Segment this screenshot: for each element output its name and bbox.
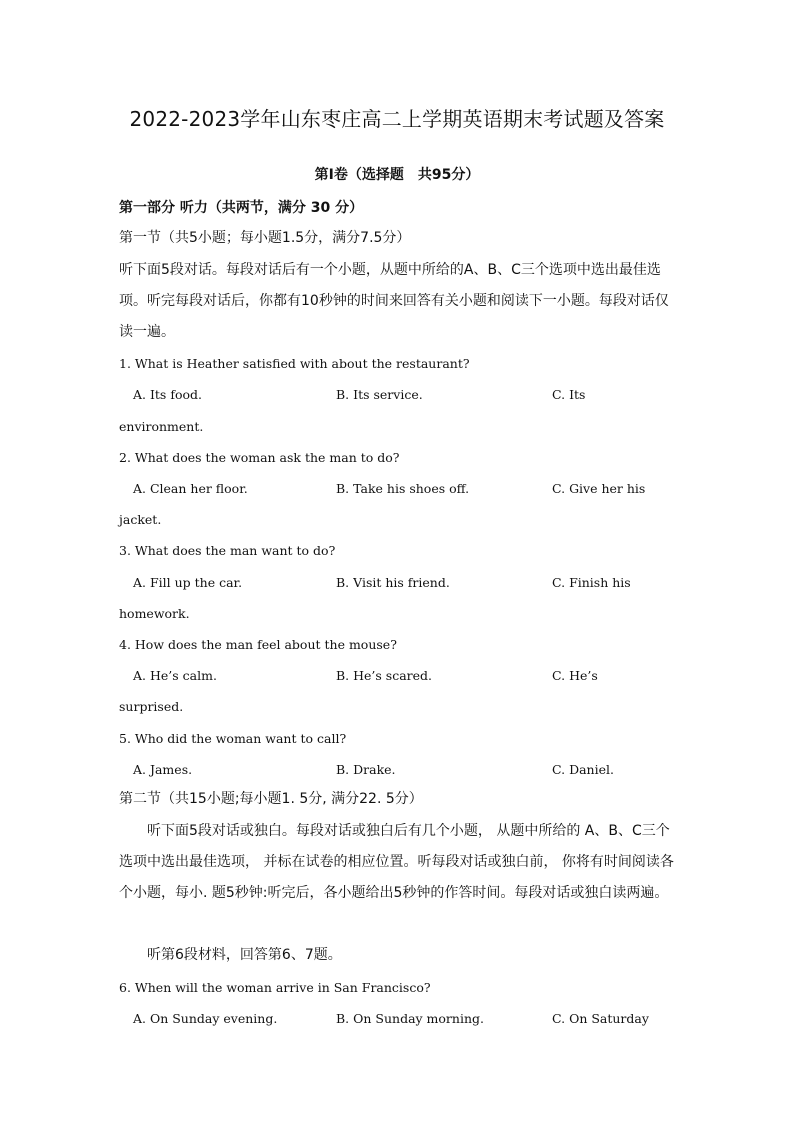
volume-heading: 第Ⅰ卷（选择题 共95分）: [314, 167, 480, 183]
option-b: B. Visit his friend.: [336, 575, 450, 590]
option-a: A. He’s calm.: [133, 668, 217, 683]
option-a: A. Its food.: [133, 387, 202, 402]
section2-instruction-line: 选项中选出最佳选项， 并标在试卷的相应位置。听每段对话或独白前， 你将有时间阅读各: [119, 854, 674, 870]
option-b: B. On Sunday morning.: [336, 1011, 484, 1026]
option-c: C. Finish his: [552, 575, 631, 590]
option-c: C. Its: [552, 387, 586, 402]
option-b: B. Drake.: [336, 762, 396, 777]
document-title: 2022-2023学年山东枣庄高二上学期英语期末考试题及答案: [129, 107, 665, 131]
option-c-continuation: surprised.: [119, 699, 184, 714]
option-c: C. On Saturday: [552, 1011, 649, 1026]
section2-instruction-line: 个小题，每小. 题5秒钟:听完后，各小题给出5秒钟的作答时间。每段对话或独白读两遍。: [119, 885, 669, 901]
option-a: A. James.: [133, 762, 193, 777]
option-b: B. Its service.: [336, 387, 423, 402]
section2-heading: 第二节（共15小题;每小题1. 5分, 满分22. 5分）: [119, 791, 423, 807]
section1-instruction-line: 读一遍。: [119, 324, 175, 340]
section1-heading: 第一节（共5小题；每小题1.5分，满分7.5分）: [119, 230, 411, 246]
option-a: A. Fill up the car.: [133, 575, 243, 590]
section1-instruction-line: 听下面5段对话。每段对话后有一个小题，从题中所给的A、B、C三个选项中选出最佳选: [119, 262, 661, 278]
part1-heading: 第一部分 听力（共两节，满分 30 分）: [119, 200, 364, 216]
option-c: C. Daniel.: [552, 762, 614, 777]
question-stem: 6. When will the woman arrive in San Francisco?: [119, 980, 431, 995]
section2-instruction-line: 听下面5段对话或独白。每段对话或独白后有几个小题， 从题中所给的 A、B、C三个: [147, 823, 670, 839]
question-stem: 3. What does the man want to do?: [119, 543, 336, 558]
option-a: A. On Sunday evening.: [133, 1011, 278, 1026]
option-c-continuation: homework.: [119, 606, 190, 621]
option-c: C. He’s: [552, 668, 598, 683]
option-b: B. Take his shoes off.: [336, 481, 470, 496]
option-c-continuation: jacket.: [119, 512, 162, 527]
option-c-continuation: environment.: [119, 419, 204, 434]
question-stem: 4. How does the man feel about the mouse?: [119, 637, 397, 652]
option-b: B. He’s scared.: [336, 668, 433, 683]
option-a: A. Clean her floor.: [133, 481, 248, 496]
section1-instruction-line: 项。听完每段对话后，你都有10秒钟的时间来回答有关小题和阅读下一小题。每段对话仅: [119, 293, 669, 309]
question-stem: 2. What does the woman ask the man to do?: [119, 450, 400, 465]
question-stem: 5. Who did the woman want to call?: [119, 731, 347, 746]
option-c: C. Give her his: [552, 481, 646, 496]
question-stem: 1. What is Heather satisfied with about the restaurant?: [119, 356, 470, 371]
material-note: 听第6段材料，回答第6、7题。: [147, 947, 342, 963]
